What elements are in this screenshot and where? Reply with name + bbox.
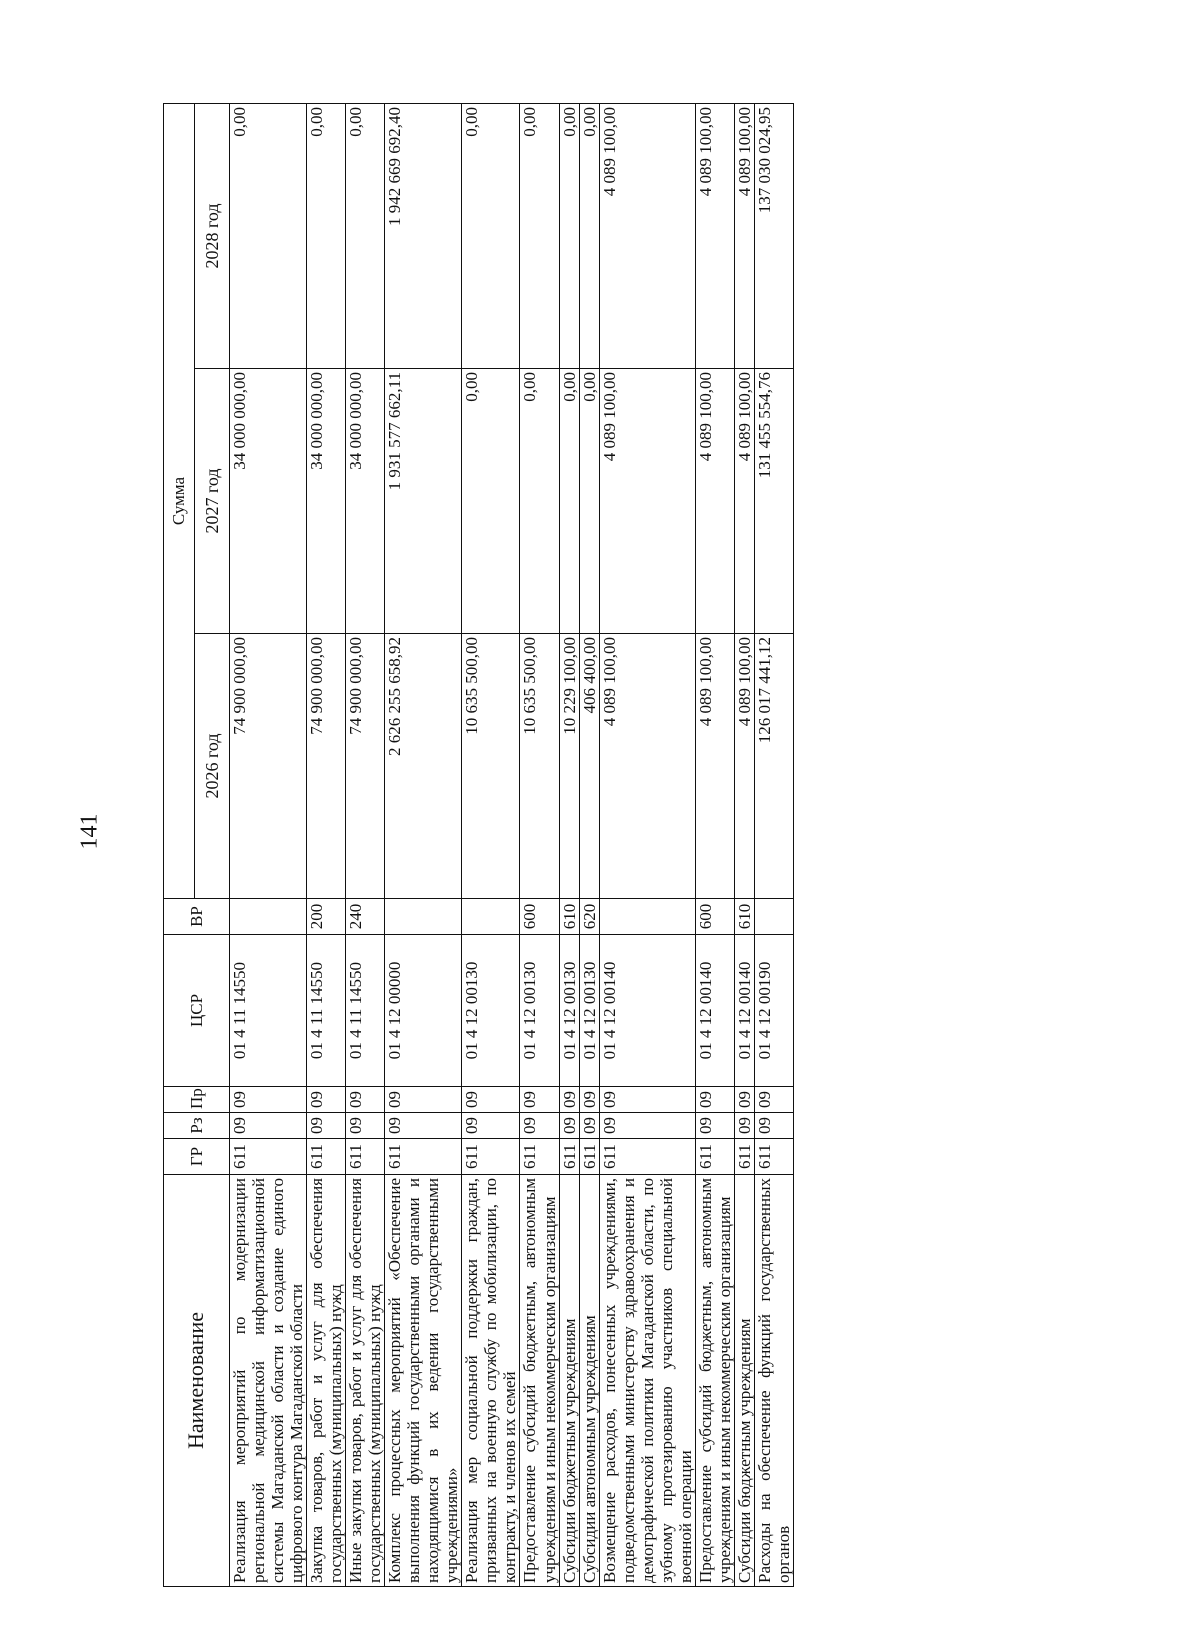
row-sum-2026: 2 626 255 658,92 <box>385 634 462 899</box>
row-name: Предоставление субсидий бюджетным, автономным учреждениям и иным некоммерческим организациям <box>520 1175 559 1587</box>
row-sum-2027: 34 000 000,00 <box>346 369 385 634</box>
row-sum-2027: 0,00 <box>520 369 559 634</box>
table-row <box>385 103 462 1586</box>
row-sum-2027: 34 000 000,00 <box>307 369 346 634</box>
row-csr: 01 4 12 00130 <box>579 935 599 1087</box>
row-sum-2026: 126 017 441,12 <box>754 634 793 899</box>
row-vr <box>599 899 695 935</box>
row-name: Реализация мер социальной поддержки граждан, призванных на военную службу по мобилизации, по контракту, и членов их семей <box>462 1175 520 1587</box>
row-vr: 600 <box>520 899 559 935</box>
row-csr: 01 4 11 14550 <box>230 935 307 1087</box>
row-gr: 611 <box>307 1139 346 1175</box>
row-sum-2027: 34 000 000,00 <box>230 369 307 634</box>
row-vr: 610 <box>734 899 754 935</box>
row-csr: 01 4 12 00000 <box>385 935 462 1087</box>
row-sum-2026: 4 089 100,00 <box>734 634 754 899</box>
row-sum-2027: 1 931 577 662,11 <box>385 369 462 634</box>
row-sum-2028: 0,00 <box>307 103 346 368</box>
row-pr: 09 <box>520 1087 559 1113</box>
table-row <box>559 103 579 1586</box>
table-row <box>230 103 307 1586</box>
header-pr: Пр <box>164 1087 230 1113</box>
row-vr: 200 <box>307 899 346 935</box>
row-rz: 09 <box>734 1113 754 1139</box>
row-sum-2028: 0,00 <box>579 103 599 368</box>
table-row <box>520 103 559 1586</box>
table-row <box>462 103 520 1586</box>
row-pr: 09 <box>346 1087 385 1113</box>
row-gr: 611 <box>734 1139 754 1175</box>
row-sum-2027: 0,00 <box>579 369 599 634</box>
table-row <box>695 103 734 1586</box>
row-rz: 09 <box>385 1113 462 1139</box>
row-csr: 01 4 11 14550 <box>346 935 385 1087</box>
row-sum-2027: 0,00 <box>559 369 579 634</box>
row-name: Комплекс процессных мероприятий «Обеспечение выполнения функций государственными органами и находящимися в их ведении государственными учреждениями» <box>385 1175 462 1587</box>
row-gr: 611 <box>695 1139 734 1175</box>
row-sum-2026: 74 900 000,00 <box>346 634 385 899</box>
row-sum-2027: 4 089 100,00 <box>599 369 695 634</box>
row-vr: 620 <box>579 899 599 935</box>
row-sum-2028: 4 089 100,00 <box>599 103 695 368</box>
row-gr: 611 <box>559 1139 579 1175</box>
row-csr: 01 4 12 00140 <box>734 935 754 1087</box>
row-csr: 01 4 12 00130 <box>462 935 520 1087</box>
row-sum-2026: 4 089 100,00 <box>695 634 734 899</box>
table-row <box>599 103 695 1586</box>
row-pr: 09 <box>695 1087 734 1113</box>
row-pr: 09 <box>754 1087 793 1113</box>
row-sum-2028: 1 942 669 692,40 <box>385 103 462 368</box>
row-sum-2026: 406 400,00 <box>579 634 599 899</box>
table-row <box>346 103 385 1586</box>
row-csr: 01 4 12 00190 <box>754 935 793 1087</box>
row-sum-2028: 0,00 <box>520 103 559 368</box>
row-sum-2028: 0,00 <box>230 103 307 368</box>
row-pr: 09 <box>385 1087 462 1113</box>
row-pr: 09 <box>734 1087 754 1113</box>
row-gr: 611 <box>462 1139 520 1175</box>
page-number: 141 <box>76 813 103 850</box>
table-body <box>230 103 794 1586</box>
row-sum-2026: 10 635 500,00 <box>520 634 559 899</box>
header-vr: ВР <box>164 899 230 935</box>
row-rz: 09 <box>307 1113 346 1139</box>
row-pr: 09 <box>307 1087 346 1113</box>
row-gr: 611 <box>579 1139 599 1175</box>
row-vr <box>462 899 520 935</box>
row-sum-2026: 10 229 100,00 <box>559 634 579 899</box>
row-rz: 09 <box>230 1113 307 1139</box>
row-sum-2028: 137 030 024,95 <box>754 103 793 368</box>
row-name: Предоставление субсидий бюджетным, автономным учреждениям и иным некоммерческим организациям <box>695 1175 734 1587</box>
row-sum-2027: 131 455 554,76 <box>754 369 793 634</box>
row-name: Реализация мероприятий по модернизации региональной медицинской информатизационной системы Магаданской области и создание единого цифрового контура Магаданской области <box>230 1175 307 1587</box>
row-csr: 01 4 12 00130 <box>559 935 579 1087</box>
row-vr <box>230 899 307 935</box>
header-name: Наименование <box>164 1175 230 1587</box>
row-name: Закупка товаров, работ и услуг для обеспечения государственных (муниципальных) нужд <box>307 1175 346 1587</box>
row-name: Расходы на обеспечение функций государственных органов <box>754 1175 793 1587</box>
row-vr <box>754 899 793 935</box>
row-pr: 09 <box>462 1087 520 1113</box>
row-pr: 09 <box>559 1087 579 1113</box>
row-vr: 600 <box>695 899 734 935</box>
table-row <box>754 103 793 1586</box>
header-year-2028: 2028 год <box>195 103 230 368</box>
header-year-2027: 2027 год <box>195 369 230 634</box>
row-sum-2028: 4 089 100,00 <box>734 103 754 368</box>
header-year-2026: 2026 год <box>195 634 230 899</box>
row-pr: 09 <box>599 1087 695 1113</box>
row-sum-2028: 4 089 100,00 <box>695 103 734 368</box>
row-gr: 611 <box>230 1139 307 1175</box>
row-gr: 611 <box>754 1139 793 1175</box>
table-row <box>307 103 346 1586</box>
row-pr: 09 <box>579 1087 599 1113</box>
row-gr: 611 <box>520 1139 559 1175</box>
table-row <box>734 103 754 1586</box>
row-sum-2026: 74 900 000,00 <box>230 634 307 899</box>
row-csr: 01 4 12 00140 <box>695 935 734 1087</box>
header-sum: Сумма <box>164 103 195 898</box>
row-rz: 09 <box>559 1113 579 1139</box>
row-gr: 611 <box>346 1139 385 1175</box>
row-rz: 09 <box>462 1113 520 1139</box>
row-name: Иные закупки товаров, работ и услуг для обеспечения государственных (муниципальных) нужд <box>346 1175 385 1587</box>
header-rz: Рз <box>164 1113 230 1139</box>
row-gr: 611 <box>599 1139 695 1175</box>
header-gr: ГР <box>164 1139 230 1175</box>
table-header <box>164 103 230 1586</box>
row-rz: 09 <box>695 1113 734 1139</box>
row-gr: 611 <box>385 1139 462 1175</box>
row-vr: 240 <box>346 899 385 935</box>
row-rz: 09 <box>579 1113 599 1139</box>
row-vr <box>385 899 462 935</box>
row-csr: 01 4 12 00130 <box>520 935 559 1087</box>
budget-table <box>163 103 794 1587</box>
row-sum-2028: 0,00 <box>559 103 579 368</box>
row-name: Субсидии бюджетным учреждениям <box>559 1175 579 1587</box>
row-name: Субсидии автономным учреждениям <box>579 1175 599 1587</box>
row-sum-2026: 74 900 000,00 <box>307 634 346 899</box>
row-sum-2027: 4 089 100,00 <box>734 369 754 634</box>
row-sum-2027: 0,00 <box>462 369 520 634</box>
row-sum-2027: 4 089 100,00 <box>695 369 734 634</box>
table-row <box>579 103 599 1586</box>
row-rz: 09 <box>520 1113 559 1139</box>
row-csr: 01 4 11 14550 <box>307 935 346 1087</box>
row-vr: 610 <box>559 899 579 935</box>
row-rz: 09 <box>754 1113 793 1139</box>
row-sum-2026: 4 089 100,00 <box>599 634 695 899</box>
row-csr: 01 4 12 00140 <box>599 935 695 1087</box>
row-sum-2028: 0,00 <box>346 103 385 368</box>
row-pr: 09 <box>230 1087 307 1113</box>
row-rz: 09 <box>599 1113 695 1139</box>
row-rz: 09 <box>346 1113 385 1139</box>
header-csr: ЦСР <box>164 935 230 1087</box>
row-sum-2026: 10 635 500,00 <box>462 634 520 899</box>
row-sum-2028: 0,00 <box>462 103 520 368</box>
rotated-table-wrapper <box>163 103 794 1587</box>
row-name: Возмещение расходов, понесенных учреждениями, подведомственными министерству здравоохранения и демографической политики Магаданской области, по зубному протезированию участников специальной военной операции <box>599 1175 695 1587</box>
row-name: Субсидии бюджетным учреждениям <box>734 1175 754 1587</box>
